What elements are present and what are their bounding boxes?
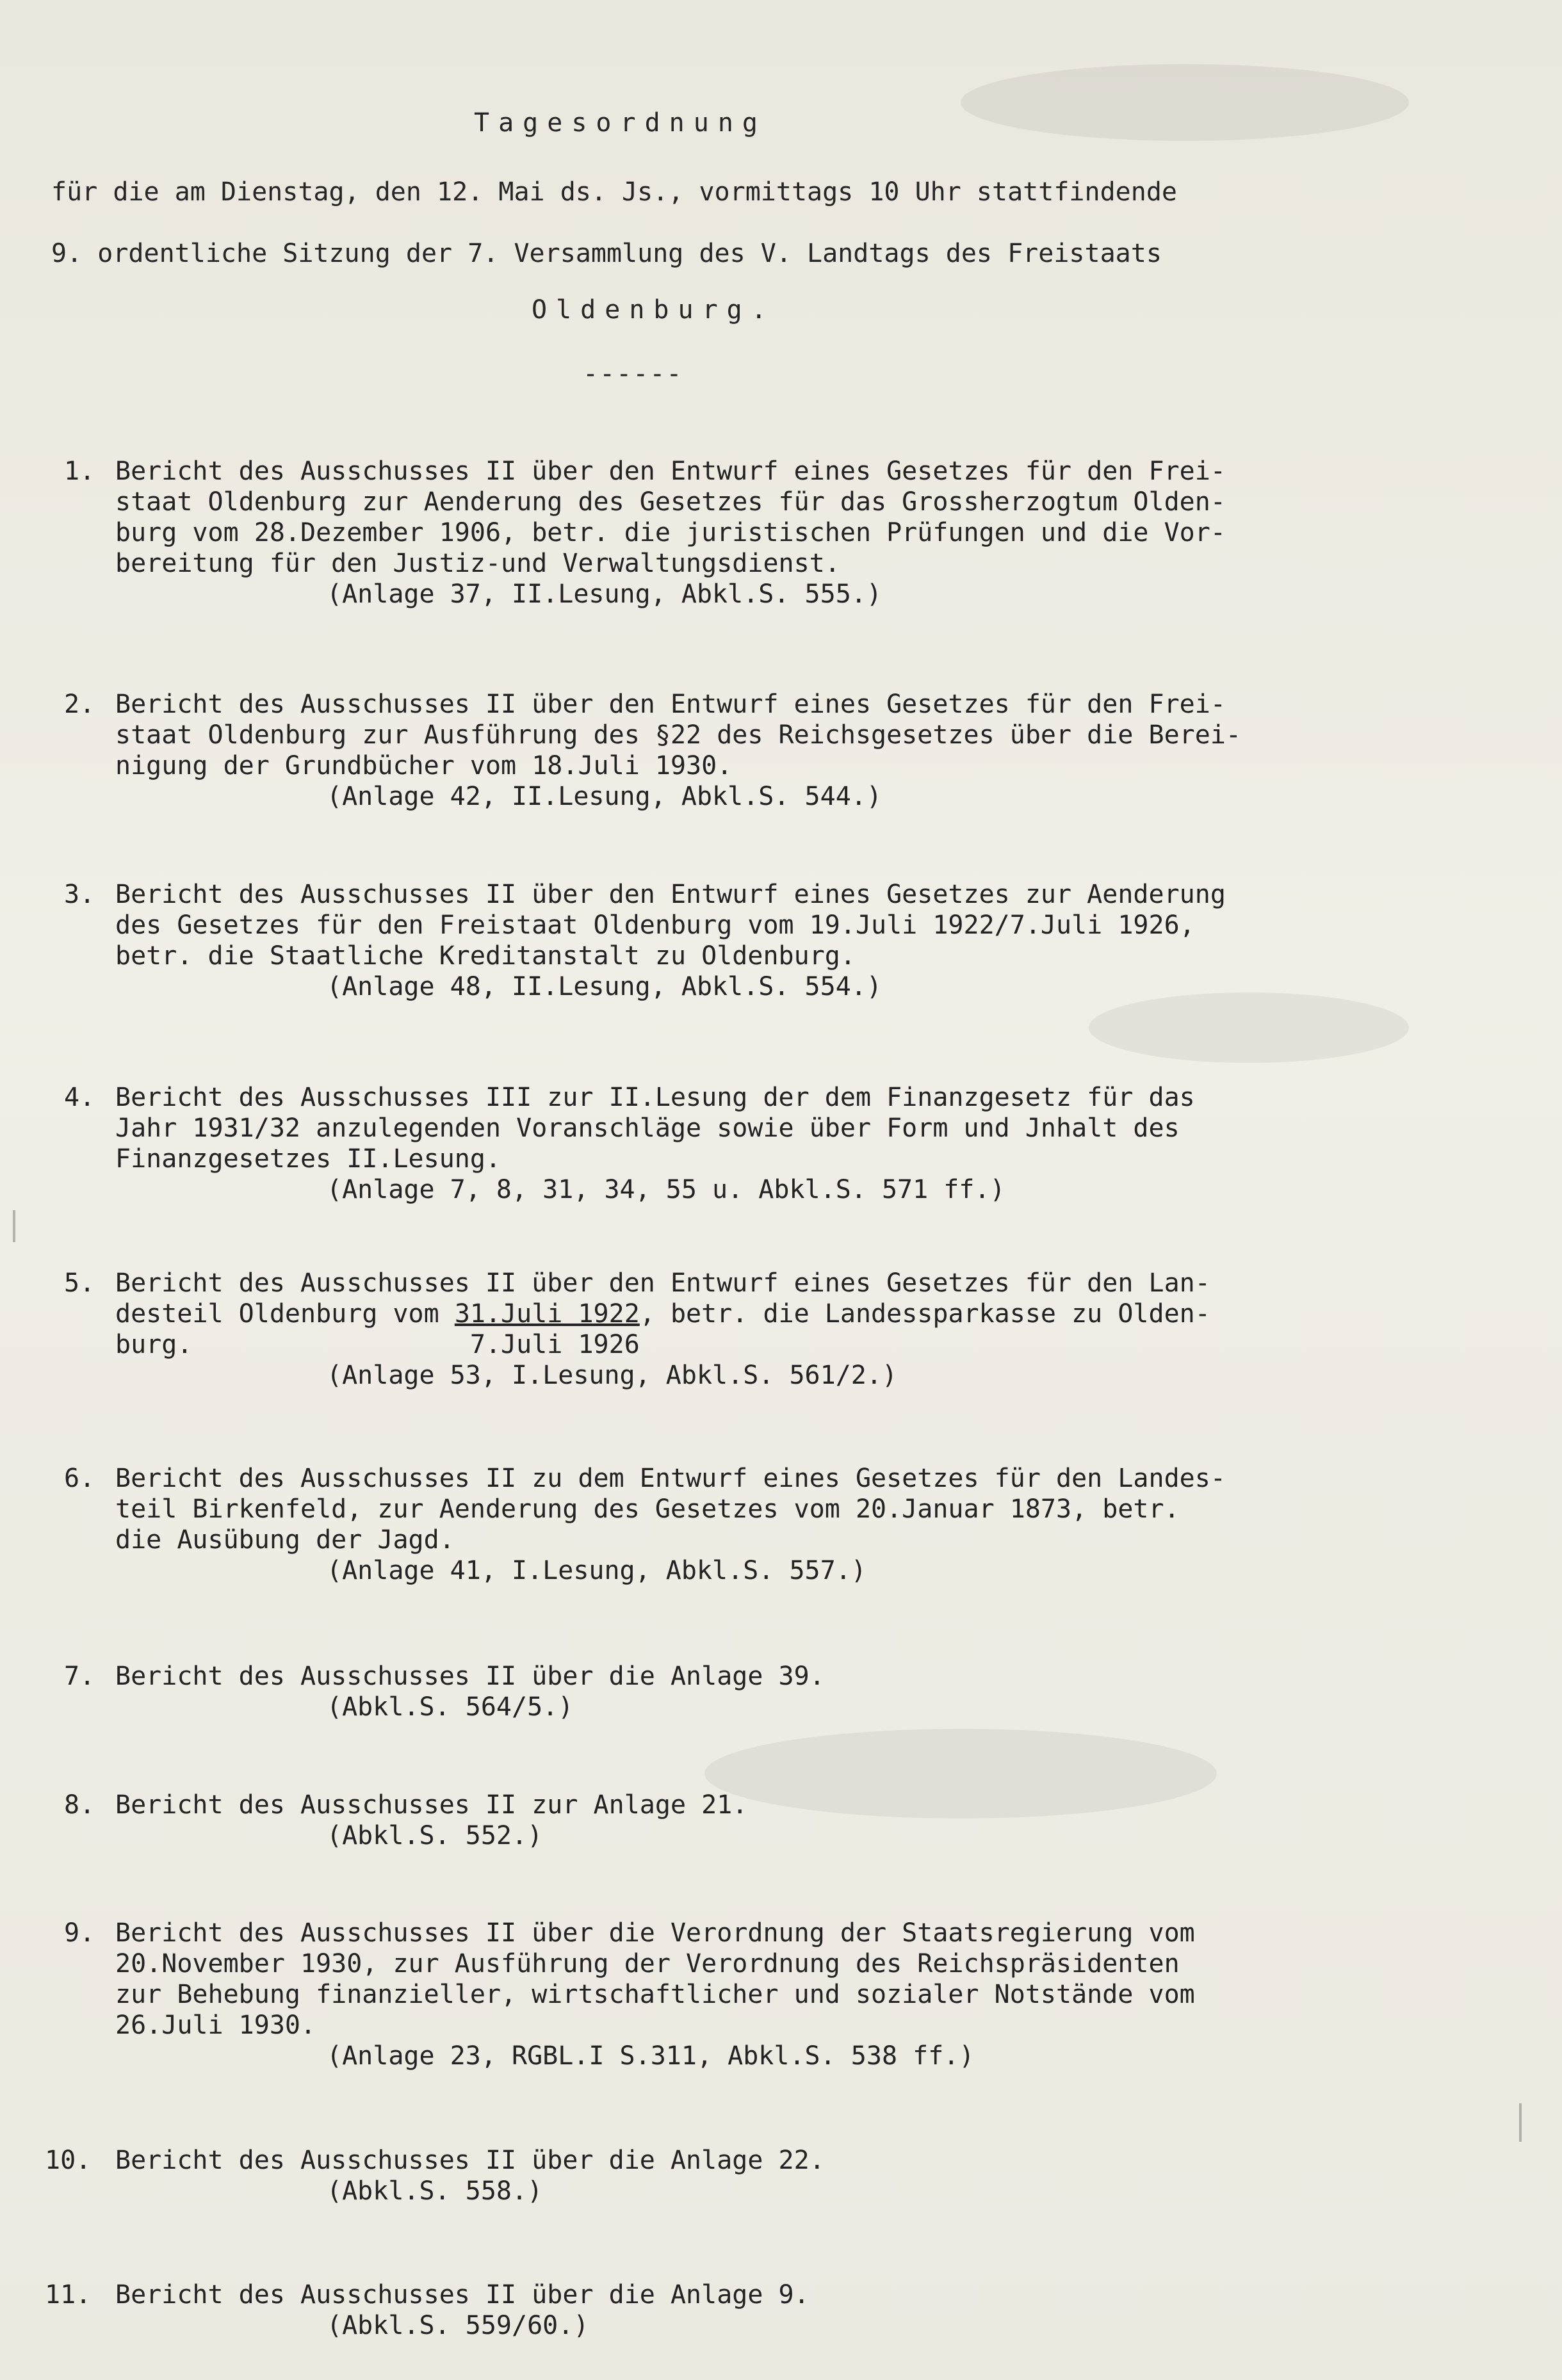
agenda-item-reference: (Abkl.S. 564/5.): [327, 1692, 574, 1722]
header-line-2: 9. ordentliche Sitzung der 7. Versammlung des V. Landtags des Freistaats: [51, 239, 1162, 268]
agenda-item-number: 11.: [45, 2280, 92, 2310]
agenda-item-number: 7.: [64, 1662, 95, 1691]
agenda-item-number: 3.: [64, 880, 95, 909]
agenda-item-reference: (Abkl.S. 559/60.): [327, 2311, 589, 2340]
agenda-item-text: staat Oldenburg zur Ausführung des §22 des Reichsgesetzes über die Berei-: [115, 720, 1241, 750]
agenda-item-text: desteil Oldenburg vom 31.Juli 1922, betr. die Landessparkasse zu Olden-: [115, 1299, 1210, 1329]
agenda-item-text: Jahr 1931/32 anzulegenden Voranschläge sowie über Form und Jnhalt des: [115, 1113, 1180, 1143]
agenda-item-number: 8.: [64, 1790, 95, 1820]
agenda-item-number: 9.: [64, 1918, 95, 1948]
agenda-item-reference: (Abkl.S. 552.): [327, 1821, 543, 1850]
agenda-item-reference: (Anlage 7, 8, 31, 34, 55 u. Abkl.S. 571 ff.): [327, 1175, 1005, 1204]
agenda-item-text: 20.November 1930, zur Ausführung der Verordnung des Reichspräsidenten: [115, 1949, 1180, 1979]
agenda-item-text: zur Behebung finanzieller, wirtschaftlicher und sozialer Notstände vom: [115, 1980, 1195, 2009]
agenda-item-text: burg. 7.Juli 1926: [115, 1330, 640, 1359]
header-line-1: für die am Dienstag, den 12. Mai ds. Js., vormittags 10 Uhr stattfindende: [51, 177, 1177, 207]
agenda-item-text: nigung der Grundbücher vom 18.Juli 1930.: [115, 751, 733, 781]
agenda-item-text: burg vom 28.Dezember 1906, betr. die juristischen Prüfungen und die Vor-: [115, 518, 1226, 547]
agenda-item-text: staat Oldenburg zur Aenderung des Gesetzes für das Grossherzogtum Olden-: [115, 487, 1226, 517]
agenda-item-reference: (Anlage 53, I.Lesung, Abkl.S. 561/2.): [327, 1361, 898, 1390]
page-edge-mark: [13, 1210, 15, 1242]
agenda-item-number: 1.: [64, 457, 95, 486]
agenda-item-text: bereitung für den Justiz-und Verwaltungsdienst.: [115, 549, 840, 578]
page-edge-mark: [1519, 2103, 1522, 2142]
agenda-item-text: Bericht des Ausschusses II über den Entwurf eines Gesetzes für den Frei-: [115, 690, 1226, 719]
bleed-through-smudge: [961, 64, 1409, 141]
agenda-item-text: die Ausübung der Jagd.: [115, 1525, 455, 1555]
agenda-item-text: des Gesetzes für den Freistaat Oldenburg vom 19.Juli 1922/7.Juli 1926,: [115, 911, 1195, 940]
agenda-item-reference: (Anlage 37, II.Lesung, Abkl.S. 555.): [327, 579, 882, 609]
agenda-item-text: 26.Juli 1930.: [115, 2011, 316, 2040]
agenda-item-text: Bericht des Ausschusses III zur II.Lesung der dem Finanzgesetz für das: [115, 1083, 1195, 1112]
agenda-item-text: Bericht des Ausschusses II zu dem Entwurf eines Gesetzes für den Landes-: [115, 1464, 1226, 1493]
agenda-item-number: 10.: [45, 2146, 92, 2175]
agenda-item-text: Bericht des Ausschusses II über den Entwurf eines Gesetzes für den Lan-: [115, 1268, 1210, 1298]
bleed-through-smudge: [1089, 992, 1409, 1063]
bleed-through-smudge: [704, 1729, 1217, 1818]
agenda-item-text: Bericht des Ausschusses II über die Anlage 39.: [115, 1662, 825, 1691]
header-place: Oldenburg.: [532, 295, 776, 325]
agenda-item-text: Bericht des Ausschusses II über den Entwurf eines Gesetzes zur Aenderung: [115, 880, 1226, 909]
header-divider: ------: [583, 359, 683, 389]
agenda-item-reference: (Anlage 42, II.Lesung, Abkl.S. 544.): [327, 782, 882, 811]
agenda-item-text: Bericht des Ausschusses II über die Anlage 9.: [115, 2280, 809, 2310]
agenda-item-text: Bericht des Ausschusses II über die Anlage 22.: [115, 2146, 825, 2175]
agenda-item-number: 5.: [64, 1268, 95, 1298]
agenda-item-text: Finanzgesetzes II.Lesung.: [115, 1144, 501, 1174]
agenda-item-text: teil Birkenfeld, zur Aenderung des Gesetzes vom 20.Januar 1873, betr.: [115, 1494, 1180, 1524]
agenda-item-text: betr. die Staatliche Kreditanstalt zu Oldenburg.: [115, 941, 856, 971]
agenda-item-text: Bericht des Ausschusses II über den Entwurf eines Gesetzes für den Frei-: [115, 457, 1226, 486]
agenda-item-text: Bericht des Ausschusses II zur Anlage 21.: [115, 1790, 748, 1820]
agenda-item-number: 2.: [64, 690, 95, 719]
agenda-item-reference: (Anlage 48, II.Lesung, Abkl.S. 554.): [327, 972, 882, 1001]
agenda-item-number: 4.: [64, 1083, 95, 1112]
agenda-item-reference: (Abkl.S. 558.): [327, 2176, 543, 2206]
underlined-date: 31.Juli 1922: [454, 1299, 640, 1329]
agenda-item-number: 6.: [64, 1464, 95, 1493]
agenda-item-reference: (Anlage 23, RGBL.I S.311, Abkl.S. 538 ff.): [327, 2041, 975, 2071]
agenda-item-reference: (Anlage 41, I.Lesung, Abkl.S. 557.): [327, 1556, 866, 1585]
agenda-item-text: Bericht des Ausschusses II über die Verordnung der Staatsregierung vom: [115, 1918, 1195, 1948]
page-title: Tagesordnung: [474, 108, 767, 138]
